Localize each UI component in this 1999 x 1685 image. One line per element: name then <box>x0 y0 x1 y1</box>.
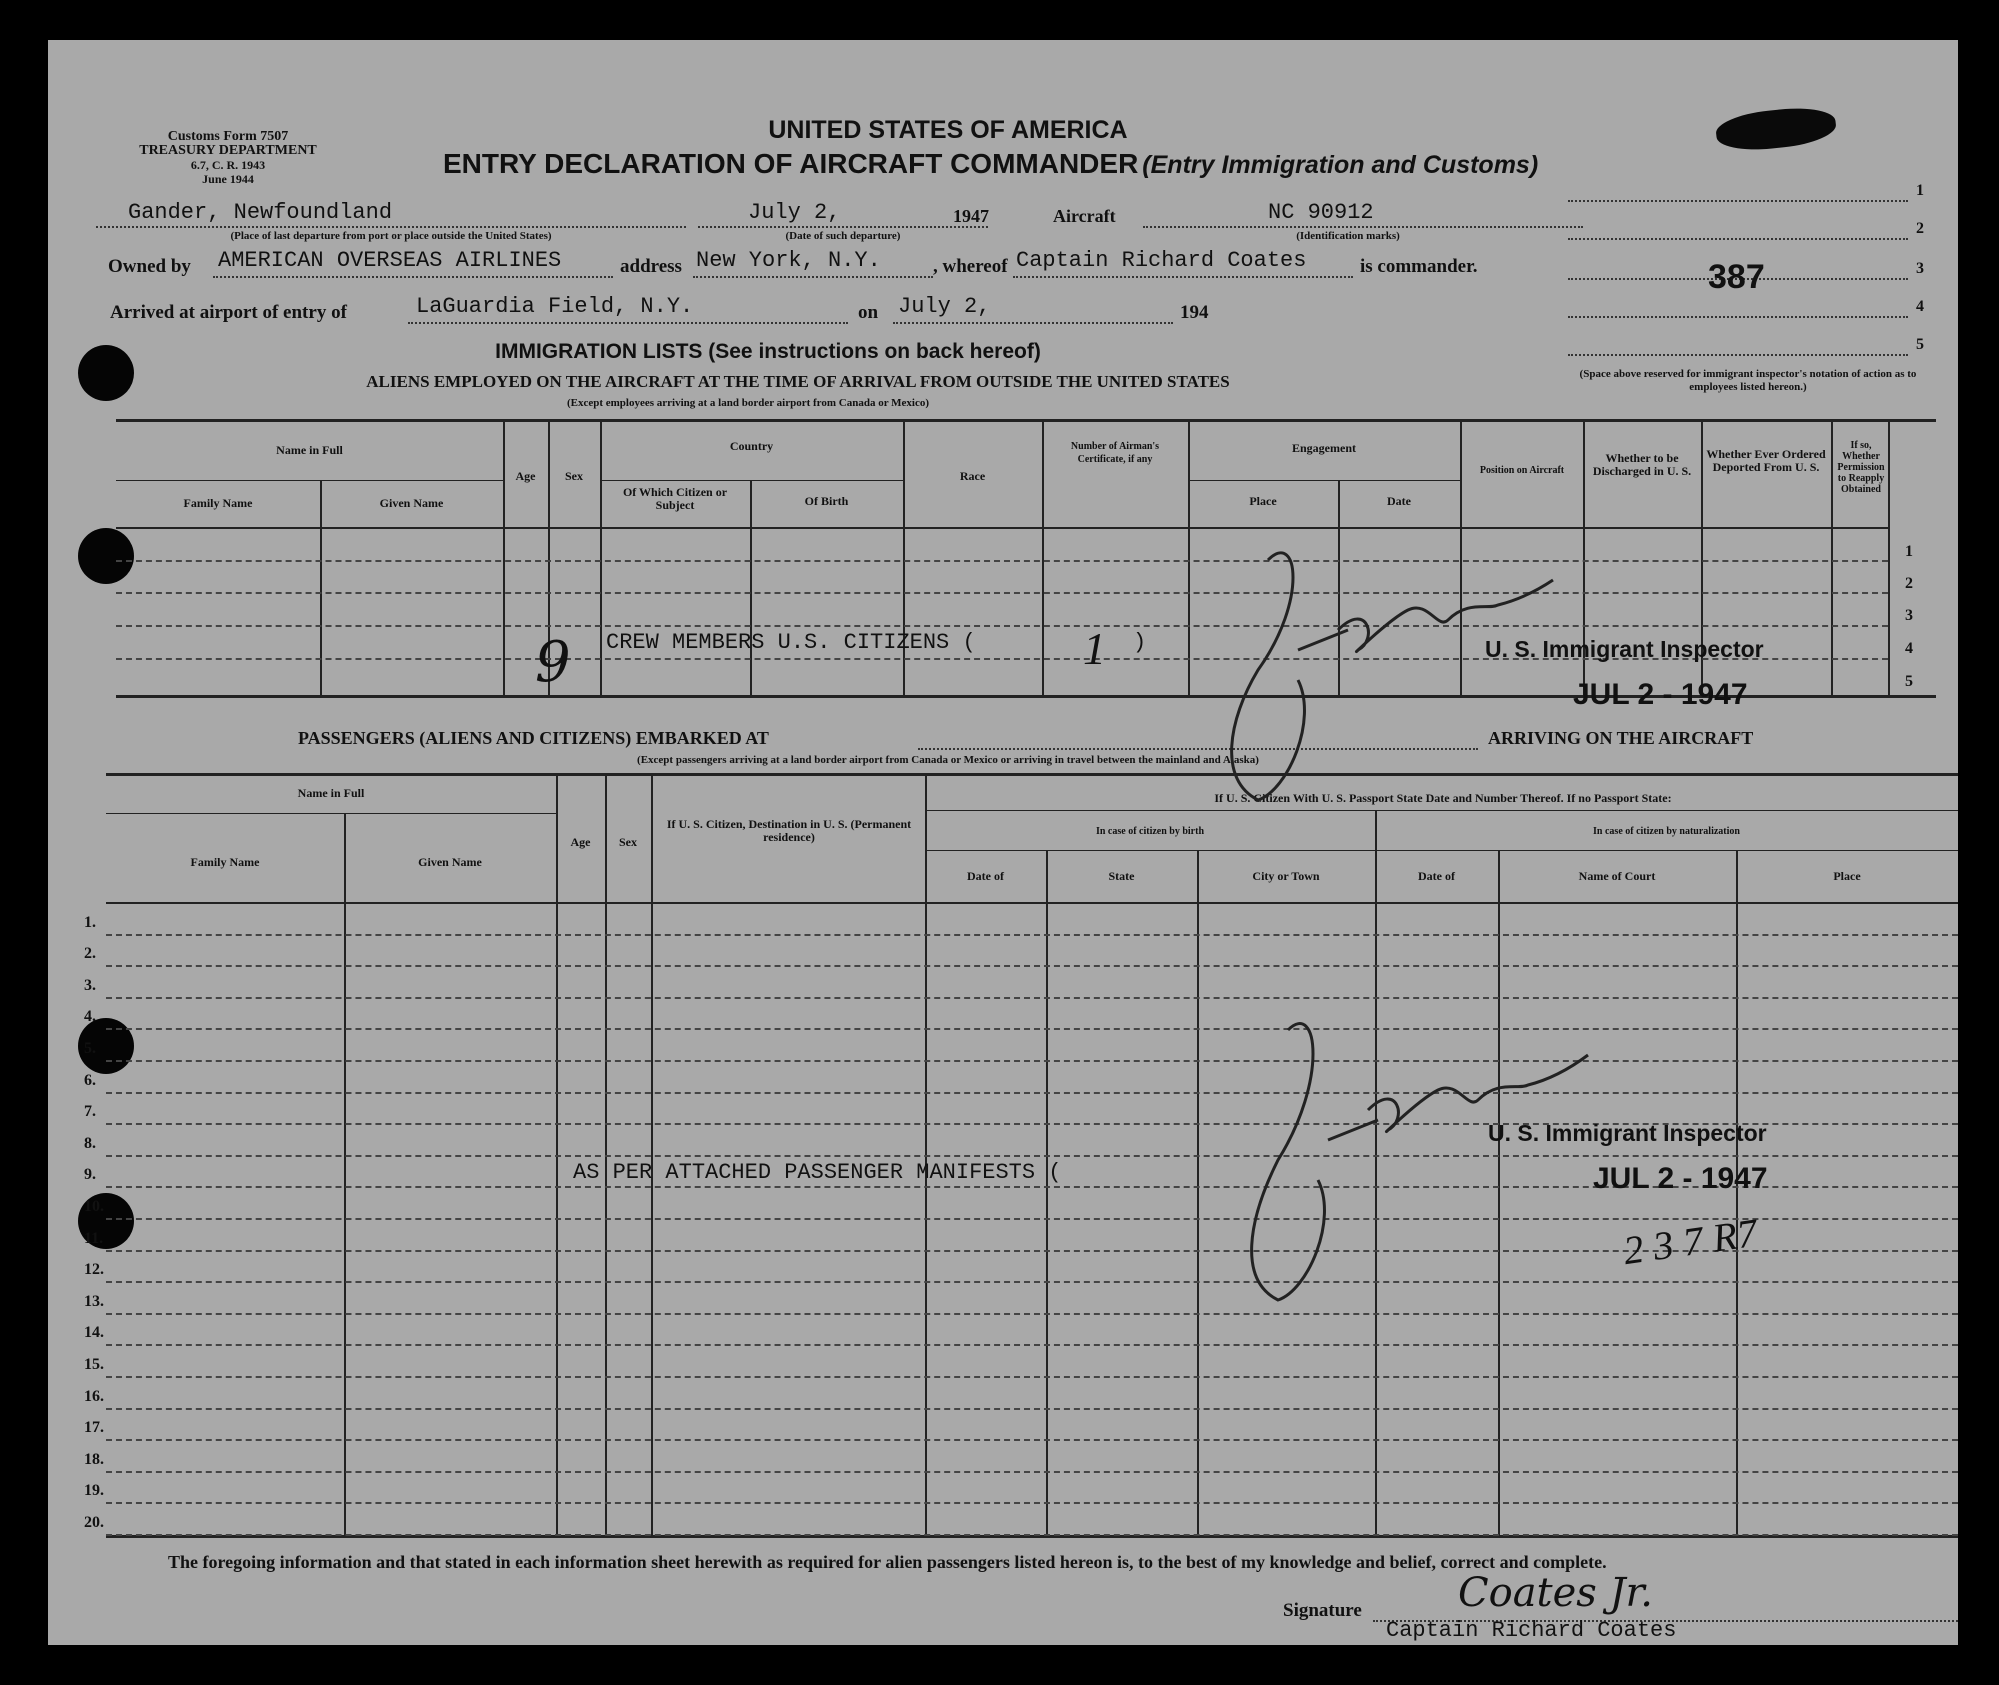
departure-year: 1947 <box>953 206 989 226</box>
passenger-row-number: 4. <box>84 1008 96 1026</box>
form-id-line: 6.7, C. R. 1943 <box>190 158 266 172</box>
passenger-row-number: 20. <box>84 1514 104 1531</box>
col-deported: Whether Ever Ordered Deported From U. S. <box>1706 447 1826 474</box>
pcol-date-of: Date of <box>967 869 1004 883</box>
aircraft-label: Aircraft <box>1053 206 1116 226</box>
passenger-row-line <box>106 1344 1958 1346</box>
departure-place: Gander, Newfoundland <box>128 200 393 225</box>
arrival-airport: LaGuardia Field, N.Y. <box>416 294 694 319</box>
inspector-signature <box>1218 990 1718 1320</box>
notation-line-number: 5 <box>1916 336 1924 353</box>
whereof-label: , whereof <box>933 256 1008 277</box>
passenger-row-number: 18. <box>84 1450 104 1468</box>
signature-label: Signature <box>1283 1600 1362 1621</box>
col-of-birth: Of Birth <box>804 494 849 508</box>
form-id-line: TREASURY DEPARTMENT <box>139 143 317 158</box>
departure-date: July 2, <box>748 200 841 225</box>
immigration-title: IMMIGRATION LISTS (See instructions on back hereof) <box>495 340 1041 363</box>
col-sex: Sex <box>565 469 583 483</box>
crew-row-number: 1 <box>1905 543 1913 560</box>
passenger-row-number: 15. <box>84 1356 104 1373</box>
pcol-sex: Sex <box>619 835 637 849</box>
passenger-row-line <box>106 1471 1958 1473</box>
pcol-given-name: Given Name <box>418 855 482 869</box>
departure-place-caption: (Place of last departure from port or place outside the United States) <box>230 230 552 242</box>
notation-line-number: 1 <box>1916 182 1924 199</box>
pcol-state: State <box>1108 869 1135 883</box>
passenger-table <box>48 40 1958 1645</box>
inspector-signature <box>1198 520 1698 820</box>
immigration-note: (Except employees arriving at a land border airport from Canada or Mexico) <box>566 397 930 409</box>
notation-line-number: 3 <box>1916 260 1924 277</box>
arrival-date: July 2, <box>898 294 991 319</box>
inspector-note: (Space above reserved for immigrant inspector's notation of action as to employees listed hereon.) <box>1579 368 1917 393</box>
col-engagement: Engagement <box>1292 441 1356 455</box>
pcol-court: Name of Court <box>1578 869 1656 883</box>
crew-text: CREW MEMBERS U.S. CITIZENS ( <box>606 630 976 655</box>
commander-printed-name: Captain Richard Coates <box>1386 1618 1677 1643</box>
passenger-row-number: 11. <box>84 1229 104 1247</box>
passenger-row-number: 3. <box>84 976 96 994</box>
col-race: Race <box>959 469 986 483</box>
col-name-in-full: Name in Full <box>276 443 343 457</box>
pcol-destination: If U. S. Citizen, Destination in U. S. (Permanent residence) <box>666 817 912 844</box>
pcol-city: City or Town <box>1252 869 1320 883</box>
pcol-date-of-nat: Date of <box>1418 869 1455 883</box>
passenger-row-line <box>106 1376 1958 1378</box>
crew-paren-close: ) <box>1133 630 1147 655</box>
passenger-row-number: 7. <box>84 1103 96 1121</box>
col-discharged: Whether to be Discharged in U. S. <box>1592 451 1692 478</box>
declaration-text: The foregoing information and that stated in each information sheet herewith as required for alien passengers listed hereon is, to the best of my knowledge and belief, correct and complete. <box>168 1552 1607 1572</box>
passenger-stamp-title: U. S. Immigrant Inspector <box>1488 1120 1767 1146</box>
aircraft-caption: (Identification marks) <box>1296 230 1400 242</box>
arriving-label: ARRIVING ON THE AIRCRAFT <box>1488 728 1754 748</box>
crew-paren-mark: 1 <box>1083 623 1106 674</box>
passenger-row-number: 5. <box>84 1040 96 1057</box>
handwritten-number: 2 3 7 R7 <box>1620 1209 1760 1274</box>
col-engagement-date: Date <box>1387 494 1411 508</box>
col-engagement-place: Place <box>1249 494 1277 508</box>
passenger-row-number: 6. <box>84 1071 96 1089</box>
col-country: Country <box>729 439 774 453</box>
passenger-row-number: 12. <box>84 1261 104 1279</box>
owner-name: AMERICAN OVERSEAS AIRLINES <box>218 248 562 273</box>
passenger-row-line <box>106 1534 1958 1536</box>
crew-row-number: 2 <box>1905 575 1913 592</box>
notation-line-number: 2 <box>1916 220 1924 237</box>
crew-count: 9 <box>535 630 571 695</box>
crew-row-number: 4 <box>1905 640 1913 657</box>
inspector-number: 387 <box>1708 258 1765 296</box>
passenger-row-line <box>106 1408 1958 1410</box>
passenger-row-number: 16. <box>84 1387 104 1405</box>
passenger-row-number: 1. <box>84 913 96 931</box>
passenger-row-line <box>106 965 1958 967</box>
departure-date-caption: (Date of such departure) <box>785 230 901 242</box>
inspector-stamp-title: U. S. Immigrant Inspector <box>1485 636 1764 662</box>
pcol-age: Age <box>570 835 591 849</box>
passenger-row-number: 13. <box>84 1292 104 1310</box>
pcol-family-name: Family Name <box>190 855 260 869</box>
crew-row-number: 3 <box>1905 607 1913 624</box>
passenger-row-line <box>106 934 1958 936</box>
col-position: Position on Aircraft <box>1479 465 1565 476</box>
country-heading: UNITED STATES OF AMERICA <box>768 116 1128 144</box>
col-airman-cert: Number of Airman's Certificate, if any <box>1070 441 1160 465</box>
aircraft-id: NC 90912 <box>1268 200 1374 225</box>
commander-signature: Coates Jr. <box>1458 1570 1653 1616</box>
arrival-year: 194 <box>1180 302 1209 323</box>
form-id-line: Customs Form 7507 <box>167 129 289 144</box>
passenger-row-line <box>106 1502 1958 1504</box>
col-given-name: Given Name <box>379 496 444 510</box>
pcol-by-naturalization: In case of citizen by naturalization <box>1593 826 1740 837</box>
passengers-note: (Except passengers arriving at a land border airport from Canada or Mexico or arriving in travel between the mainland and Alaska) <box>637 754 1259 766</box>
address-label: address <box>620 256 682 277</box>
pcol-passport: If U. S. Citizen With U. S. Passport State Date and Number Thereof. If no Passport State: <box>1214 791 1672 805</box>
commander-suffix: is commander. <box>1360 256 1478 277</box>
passenger-row-number: 19. <box>84 1482 104 1500</box>
immigration-subtitle: ALIENS EMPLOYED ON THE AIRCRAFT AT THE TIME OF ARRIVAL FROM OUTSIDE THE UNITED STATES <box>366 372 1230 391</box>
arrival-on-label: on <box>858 302 879 323</box>
col-age: Age <box>515 469 536 483</box>
crew-row-number: 5 <box>1905 673 1913 690</box>
owned-by-label: Owned by <box>108 256 191 277</box>
commander-name: Captain Richard Coates <box>1016 248 1307 273</box>
inspector-stamp-date: JUL 2 - 1947 <box>1573 678 1748 711</box>
owner-address: New York, N.Y. <box>696 248 881 273</box>
arrival-label: Arrived at airport of entry of <box>110 302 347 323</box>
col-family-name: Family Name <box>183 496 253 510</box>
pcol-name-in-full: Name in Full <box>297 786 365 800</box>
passenger-row-number: 17. <box>84 1419 104 1437</box>
manifest-text: AS PER ATTACHED PASSENGER MANIFESTS ( <box>573 1160 1062 1185</box>
passenger-row-number: 9. <box>84 1166 96 1184</box>
pcol-by-birth: In case of citizen by birth <box>1095 826 1205 837</box>
embarked-label: PASSENGERS (ALIENS AND CITIZENS) EMBARKED AT <box>298 728 769 748</box>
passenger-stamp-date: JUL 2 - 1947 <box>1593 1162 1768 1195</box>
col-citizen-of: Of Which Citizen or Subject <box>622 485 728 512</box>
form-title-main: ENTRY DECLARATION OF AIRCRAFT COMMANDER <box>443 148 1139 179</box>
passenger-row-number: 14. <box>84 1324 104 1342</box>
col-permission: If so, Whether Permission to Reapply Obtained <box>1837 440 1885 495</box>
notation-line-number: 4 <box>1916 298 1924 315</box>
pcol-place: Place <box>1833 869 1861 883</box>
passenger-row-number: 10. <box>84 1198 104 1215</box>
passenger-row-line <box>106 1439 1958 1441</box>
form-title-sub: (Entry Immigration and Customs) <box>1142 151 1539 179</box>
form-sheet <box>48 40 1958 1645</box>
form-id-line: June 1944 <box>202 172 254 186</box>
passenger-row-number: 8. <box>84 1134 96 1152</box>
passenger-row-number: 2. <box>84 945 96 963</box>
